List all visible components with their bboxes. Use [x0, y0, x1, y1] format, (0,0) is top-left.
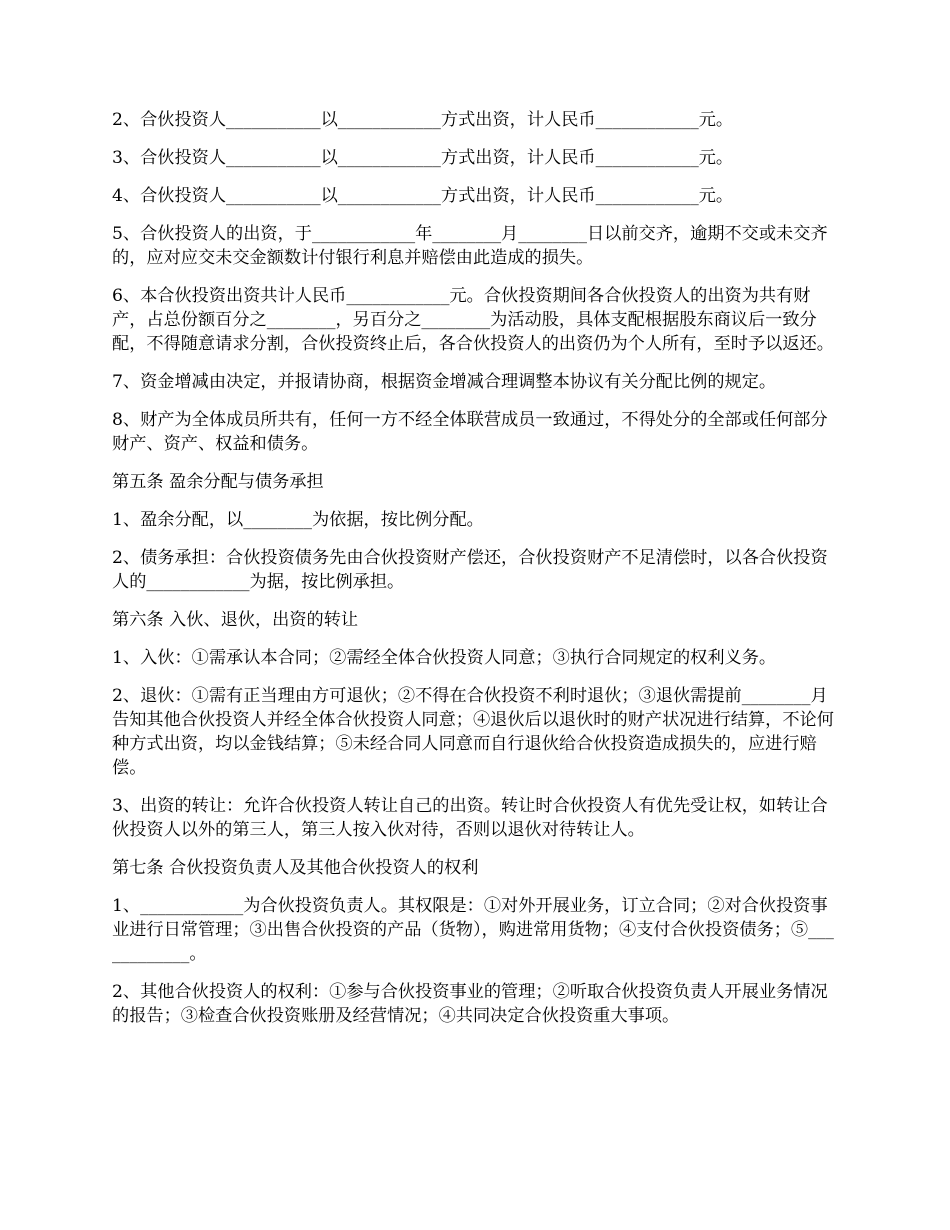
article-5-item-1: 1、盈余分配，以________为依据，按比例分配。: [112, 510, 484, 530]
clause-paragraph-3: 3、合伙投资人___________以____________方式出资，计人民币____________元。: [112, 148, 734, 168]
document-body: [112, 108, 837, 1042]
article-5-heading: 第五条 盈余分配与债务承担: [112, 472, 324, 492]
article-6-item-2: 2、退伙：①需有正当理由方可退伙；②不得在合伙投资不利时退伙；③退伙需提前________月告知其他合伙投资人并经全体合伙投资人同意；④退伙后以退伙时的财产状况进行结算，不论何种方式出资，均以金钱结算；⑤未经合同人同意而自行退伙给合伙投资造成损失的，应进行赔偿。: [112, 686, 834, 778]
clause-paragraph-6: 6、本合伙投资出资共计人民币____________元。合伙投资期间各合伙投资人的出资为共有财产，占总份额百分之________，另百分之________为活动股，具体支配根据股东商议后一致分配，不得随意请求分割，合伙投资终止后，各合伙投资人的出资仍为个人所有，至时予以返还。: [112, 286, 834, 354]
clause-paragraph-7: 7、资金增减由决定，并报请协商，根据资金增减合理调整本协议有关分配比例的规定。: [112, 372, 777, 392]
article-7-item-1: 1、____________为合伙投资负责人。其权限是：①对外开展业务，订立合同；②对合伙投资事业进行日常管理；③出售合伙投资的产品（货物），购进常用货物；④支付合伙投资债务；⑤____________。: [112, 896, 834, 964]
article-6-item-3: 3、出资的转让：允许合伙投资人转让自己的出资。转让时合伙投资人有优先受让权，如转让合伙投资人以外的第三人，第三人按入伙对待，否则以退伙对待转让人。: [112, 796, 828, 840]
article-7-item-2: 2、其他合伙投资人的权利：①参与合伙投资事业的管理；②听取合伙投资负责人开展业务情况的报告；③检查合伙投资账册及经营情况；④共同决定合伙投资重大事项。: [112, 982, 828, 1026]
article-5-item-2: 2、债务承担：合伙投资债务先由合伙投资财产偿还，合伙投资财产不足清偿时，以各合伙投资人的____________为据，按比例承担。: [112, 548, 828, 592]
article-6-heading: 第六条 入伙、退伙，出资的转让: [112, 610, 359, 630]
clause-paragraph-8: 8、财产为全体成员所共有，任何一方不经全体联营成员一致通过，不得处分的全部或任何部分财产、资产、权益和债务。: [112, 410, 828, 454]
clause-paragraph-4: 4、合伙投资人___________以____________方式出资，计人民币____________元。: [112, 186, 734, 206]
clause-paragraph-5: 5、合伙投资人的出资，于____________年________月________日以前交齐，逾期不交或未交齐的，应对应交未交金额数计付银行利息并赔偿由此造成的损失。: [112, 224, 828, 268]
clause-paragraph-2: 2、合伙投资人___________以____________方式出资，计人民币____________元。: [112, 110, 734, 130]
article-7-heading: 第七条 合伙投资负责人及其他合伙投资人的权利: [112, 858, 479, 878]
article-6-item-1: 1、入伙：①需承认本合同；②需经全体合伙投资人同意；③执行合同规定的权利义务。: [112, 648, 777, 668]
